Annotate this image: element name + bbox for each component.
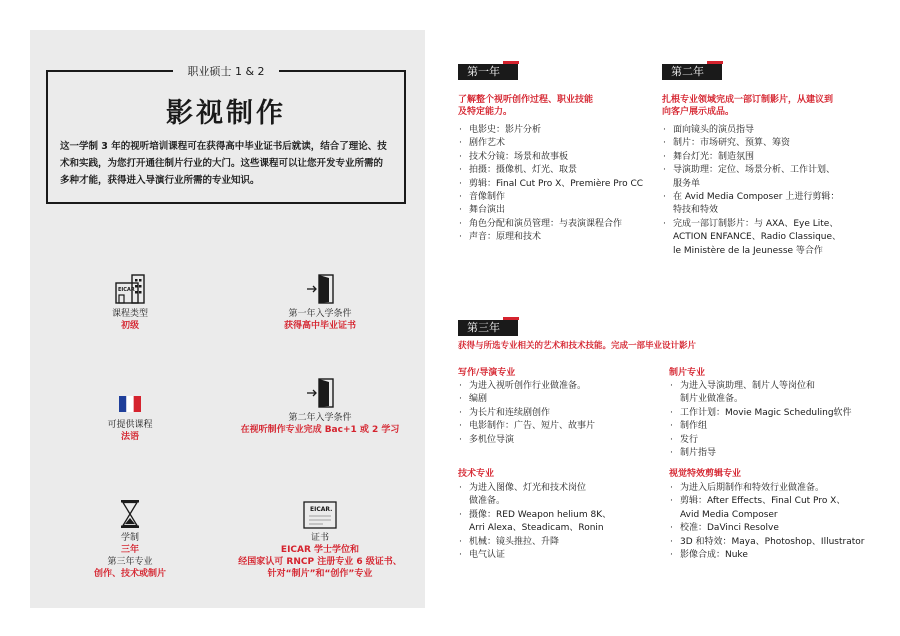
list-item: 特技和特效 xyxy=(673,205,719,216)
tab-accent xyxy=(707,61,723,64)
list-item: · 制片指导 xyxy=(669,447,852,460)
list-item: Avid Media Composer xyxy=(680,509,778,520)
duration-info xyxy=(70,499,190,580)
list-item: · 完成一部订制影片：与 AXA、Eye Lite、 xyxy=(662,218,841,231)
certificate-value-line: 经国家认可 RNCP 注册专业 6 级证书、 xyxy=(238,557,402,567)
certificate-icon xyxy=(303,501,337,529)
list-item: 做准备。 xyxy=(469,496,506,507)
door-enter-icon xyxy=(304,273,336,305)
entry-year2-info xyxy=(235,377,405,436)
entry-year2-value: 在视听制作专业完成 Bac+1 或 2 学习 xyxy=(240,425,400,435)
list-item: · 电气认证 xyxy=(458,549,611,562)
specialty-label: 第三年专业 xyxy=(107,557,153,567)
intro-box xyxy=(46,65,406,204)
list-item: · 制片：市场研究、预算、筹资 xyxy=(662,137,841,150)
language-value: 法语 xyxy=(120,432,139,442)
door-enter-icon xyxy=(304,377,336,409)
language-info xyxy=(70,396,190,443)
writing-specialty-list xyxy=(458,380,595,447)
production-specialty-title: 制片专业 xyxy=(669,368,706,378)
list-item: 服务单 xyxy=(673,178,701,189)
language-label: 可提供课程 xyxy=(107,420,153,430)
course-type-info xyxy=(70,273,190,332)
technical-specialty-title: 技术专业 xyxy=(458,469,495,479)
list-item: · 角色分配和演员管理：与表演课程合作 xyxy=(458,218,643,231)
tab-accent xyxy=(503,61,519,64)
list-item: · 摄像：RED Weapon helium 8K、 xyxy=(458,509,611,522)
list-item: · 校准：DaVinci Resolve xyxy=(669,522,864,535)
french-flag-icon xyxy=(119,396,141,412)
entry-year1-value: 获得高中毕业证书 xyxy=(283,321,356,331)
program-subtitle: 职业硕士 1 & 2 xyxy=(48,63,404,79)
list-item: · 舞台灯光：制造氛围 xyxy=(662,151,841,164)
list-item: · 面向镜头的演员指导 xyxy=(662,124,841,137)
list-item: · 技术分镜：场景和故事板 xyxy=(458,151,643,164)
specialty-value: 创作、技术或制片 xyxy=(93,569,166,579)
list-item: · 工作计划：Movie Magic Scheduling软件 xyxy=(669,407,852,420)
program-title: 影视制作 xyxy=(166,98,286,129)
course-type-value: 初级 xyxy=(120,321,139,331)
list-item: · 舞台演出 xyxy=(458,204,643,217)
list-item: · 电影史：影片分析 xyxy=(458,124,643,137)
list-item: · 剧作艺术 xyxy=(458,137,643,150)
list-item: · 在 Avid Media Composer 上进行剪辑： xyxy=(662,191,841,204)
list-item: 制片业做准备。 xyxy=(680,394,744,405)
list-item: Arri Alexa、Steadicam、Ronin xyxy=(469,523,604,534)
program-description: 这一学制 3 年的视听培训课程可在获得高中毕业证书后就读，结合了理论、技术和实践，为您打开通往制片行业的大门。这些课程可以让您开发专业所需的多种才能，获得进入导演行业所需的专业知识。 xyxy=(60,141,387,186)
entry-year1-info xyxy=(255,273,385,332)
list-item: le Ministère de la Jeunesse 等合作 xyxy=(673,245,823,256)
list-item: ACTION ENFANCE、Radio Classique、 xyxy=(673,232,842,243)
tab-year2: 第二年 xyxy=(662,64,722,80)
year1-heading: 了解整个视听创作过程、职业技能 及特定能力。 xyxy=(458,95,594,117)
entry-year1-label: 第一年入学条件 xyxy=(288,309,352,319)
list-item: · 为进入视听创作行业做准备。 xyxy=(458,380,595,393)
list-item: · 为进入后期制作和特效行业做准备。 xyxy=(669,482,864,495)
tab-accent xyxy=(503,317,519,320)
list-item: · 编剧 xyxy=(458,393,595,406)
year2-heading: 扎根专业领域完成一部订制影片，从建议到 向客户展示成品。 xyxy=(662,95,834,117)
technical-specialty-list xyxy=(458,482,611,562)
certificate-label: 证书 xyxy=(310,533,329,543)
year3-heading: 获得与所选专业相关的艺术和技术技能。完成一部毕业设计影片 xyxy=(458,341,697,351)
certificate-value-line: EICAR 学士学位和 xyxy=(280,545,360,555)
certificate-info xyxy=(220,501,420,580)
vfx-specialty-list xyxy=(669,482,864,562)
list-item: · 剪辑：After Effects、Final Cut Pro X、 xyxy=(669,495,864,508)
list-item: · 多机位导演 xyxy=(458,434,595,447)
list-item: · 为进入图像、灯光和技术岗位 xyxy=(458,482,611,495)
tab-year1: 第一年 xyxy=(458,64,518,80)
svg-text:EICAR.: EICAR. xyxy=(310,506,333,513)
list-item: · 拍摄：摄像机、灯光、取景 xyxy=(458,164,643,177)
list-item: · 机械：镜头推拉、升降 xyxy=(458,536,611,549)
vfx-specialty-title: 视觉特效剪辑专业 xyxy=(669,469,742,479)
hourglass-icon xyxy=(120,499,140,529)
production-specialty-list xyxy=(669,380,852,460)
program-overview-panel xyxy=(30,30,425,608)
building-icon xyxy=(114,273,146,305)
duration-value: 三年 xyxy=(120,545,139,555)
entry-year2-label: 第二年入学条件 xyxy=(288,413,352,423)
tab-year3: 第三年 xyxy=(458,320,518,336)
svg-text:EICAR: EICAR xyxy=(118,287,135,293)
course-type-label: 课程类型 xyxy=(111,309,148,319)
list-item: · 制作组 xyxy=(669,420,852,433)
list-item: · 3D 和特效：Maya、Photoshop、Illustrator xyxy=(669,536,864,549)
list-item: · 电影制作：广告、短片、故事片 xyxy=(458,420,595,433)
list-item: · 影像合成：Nuke xyxy=(669,549,864,562)
list-item: · 为长片和连续剧创作 xyxy=(458,407,595,420)
list-item: · 剪辑：Final Cut Pro X、Première Pro CC xyxy=(458,178,643,191)
certificate-value-line: 针对“制片”和“创作”专业 xyxy=(267,569,373,579)
list-item: · 音像制作 xyxy=(458,191,643,204)
writing-specialty-title: 写作/导演专业 xyxy=(458,368,516,378)
duration-label: 学制 xyxy=(120,533,139,543)
list-item: · 声音：原理和技术 xyxy=(458,231,643,244)
list-item: · 导演助理：定位、场景分析、工作计划、 xyxy=(662,164,841,177)
list-item: · 发行 xyxy=(669,434,852,447)
list-item: · 为进入导演助理、制片人等岗位和 xyxy=(669,380,852,393)
year1-course-list xyxy=(458,124,643,245)
year2-course-list xyxy=(662,124,841,258)
